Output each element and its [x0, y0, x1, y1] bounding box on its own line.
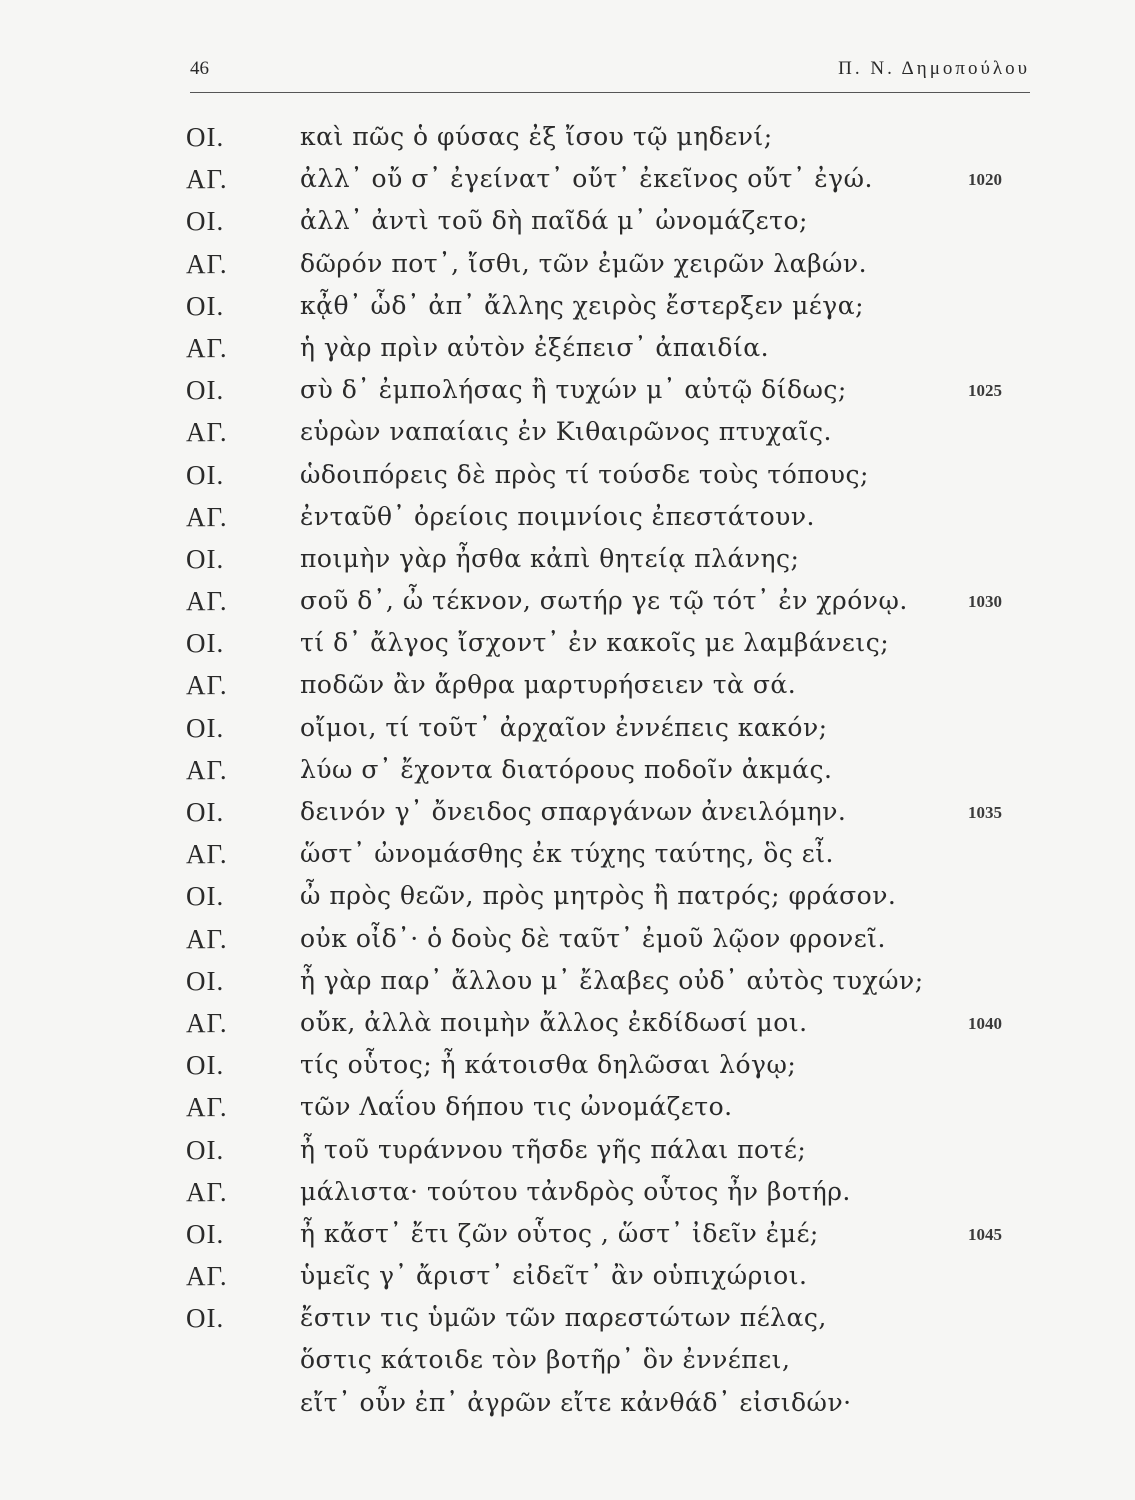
verse-line — [0, 839, 1135, 881]
verse-text: ὑμεῖς γ᾽ ἄριστ᾽ εἰδεῖτ᾽ ἂν οὑπιχώριοι. — [300, 1261, 808, 1291]
speaker-label: ΟΙ. — [186, 1218, 225, 1249]
verse-line — [0, 375, 1135, 417]
verse-line — [0, 544, 1135, 586]
verse-text: εὑρὼν ναπαίαις ἐν Κιθαιρῶνος πτυχαῖς. — [300, 417, 833, 447]
verse-text: οἴμοι, τί τοῦτ᾽ ἀρχαῖον ἐννέπεις κακόν; — [300, 712, 828, 742]
speaker-label: ΑΓ. — [186, 332, 228, 363]
verse-text: τίς οὗτος; ἦ κάτοισθα δηλῶσαι λόγῳ; — [300, 1050, 797, 1080]
verse-text: λύω σ᾽ ἔχοντα διατόρους ποδοῖν ἀκμάς. — [300, 754, 833, 784]
verse-text: κᾆθ᾽ ὧδ᾽ ἀπ᾽ ἄλλης χειρὸς ἔστερξεν μέγα; — [300, 290, 865, 320]
verse-line — [0, 1177, 1135, 1219]
verse-text: δεινόν γ᾽ ὄνειδος σπαργάνων ἀνειλόμην. — [300, 797, 847, 826]
speaker-label: ΑΓ. — [186, 417, 228, 448]
verse-line — [0, 333, 1135, 375]
verse-line — [0, 502, 1135, 544]
verse-text: ἐνταῦθ᾽ ὀρείοις ποιμνίοις ἐπεστάτουν. — [300, 501, 815, 531]
verse-line — [0, 586, 1135, 628]
speaker-label: ΑΓ. — [186, 1261, 228, 1292]
verse-text: τῶν Λαΐου δήπου τις ὠνομάζετο. — [300, 1092, 733, 1122]
verse-text: ἦ τοῦ τυράννου τῆσδε γῆς πάλαι ποτέ; — [300, 1134, 807, 1164]
running-head: Π. Ν. Δημοπούλου — [838, 58, 1030, 79]
verse-text: τί δ᾽ ἄλγος ἴσχοντ᾽ ἐν κακοῖς με λαμβάνεις; — [300, 628, 890, 658]
verse-line — [0, 1345, 1135, 1387]
line-number: 1030 — [968, 592, 1002, 612]
verse-text: εἴτ᾽ οὖν ἐπ᾽ ἀγρῶν εἴτε κἀνθάδ᾽ εἰσιδών· — [300, 1387, 852, 1417]
verse-line — [0, 713, 1135, 755]
verse-text: σοῦ δ᾽, ὦ τέκνον, σωτήρ γε τῷ τότ᾽ ἐν χρόνῳ. — [300, 586, 908, 616]
speaker-label: ΟΙ. — [186, 1134, 225, 1165]
speaker-label: ΟΙ. — [186, 965, 225, 996]
speaker-label: ΑΓ. — [186, 1007, 228, 1038]
verse-text: οὐκ οἶδ᾽· ὁ δοὺς δὲ ταῦτ᾽ ἐμοῦ λῷον φρονεῖ. — [300, 923, 886, 953]
verse-line — [0, 1050, 1135, 1092]
verse-line — [0, 924, 1135, 966]
verse-line — [0, 1135, 1135, 1177]
speaker-label: ΟΙ. — [186, 628, 225, 659]
line-number: 1045 — [968, 1224, 1002, 1244]
verse-line — [0, 1008, 1135, 1050]
verse-line — [0, 206, 1135, 248]
verse-text: ἔστιν τις ὑμῶν τῶν παρεστώτων πέλας, — [300, 1303, 827, 1333]
verse-line — [0, 1261, 1135, 1303]
verse-line — [0, 1388, 1135, 1430]
verse-line — [0, 755, 1135, 797]
verse-text: ὡδοιπόρεις δὲ πρὸς τί τούσδε τοὺς τόπους; — [300, 459, 869, 489]
verse-text: ὥστ᾽ ὠνομάσθης ἐκ τύχης ταύτης, ὃς εἶ. — [300, 839, 834, 869]
verse-text: ἡ γὰρ πρὶν αὐτὸν ἐξέπεισ᾽ ἀπαιδία. — [300, 332, 770, 362]
verse-text: ποιμὴν γὰρ ἦσθα κἀπὶ θητείᾳ πλάνης; — [300, 543, 800, 573]
speaker-label: ΟΙ. — [186, 122, 225, 152]
page-header — [190, 58, 1030, 93]
verse-text: ἦ κἄστ᾽ ἔτι ζῶν οὗτος , ὥστ᾽ ἰδεῖν ἐμέ; — [300, 1218, 819, 1248]
verse-line — [0, 417, 1135, 459]
speaker-label: ΟΙ. — [186, 1050, 225, 1081]
verse-line — [0, 1092, 1135, 1134]
line-number: 1020 — [968, 170, 1002, 190]
line-number: 1040 — [968, 1013, 1002, 1033]
verse-text: σὺ δ᾽ ἐμπολήσας ἢ τυχών μ᾽ αὐτῷ δίδως; — [300, 375, 847, 405]
speaker-label: ΟΙ. — [186, 206, 225, 237]
verse-line — [0, 670, 1135, 712]
speaker-label: ΟΙ. — [186, 712, 225, 743]
verse-text: καὶ πῶς ὁ φύσας ἐξ ἴσου τῷ μηδενί; — [300, 122, 773, 151]
line-number: 1025 — [968, 381, 1002, 401]
speaker-label: ΟΙ. — [186, 459, 225, 490]
verse-text: ὦ πρὸς θεῶν, πρὸς μητρὸς ἢ πατρός; φράσον. — [300, 881, 897, 911]
verse-line — [0, 797, 1135, 839]
speaker-label: ΟΙ. — [186, 881, 225, 912]
verse-line — [0, 881, 1135, 923]
verse-line — [0, 1219, 1135, 1261]
speaker-label: ΑΓ. — [186, 754, 228, 785]
speaker-label: ΑΓ. — [186, 248, 228, 279]
verse-text: ἦ γὰρ παρ᾽ ἄλλου μ᾽ ἔλαβες οὐδ᾽ αὐτὸς τυχών; — [300, 965, 924, 995]
verse-line — [0, 628, 1135, 670]
verse-line — [0, 460, 1135, 502]
verse-text: ὅστις κάτοιδε τὸν βοτῆρ᾽ ὃν ἐννέπει, — [300, 1345, 791, 1375]
speaker-label: ΑΓ. — [186, 839, 228, 870]
verse-line — [0, 249, 1135, 291]
speaker-label: ΟΙ. — [186, 797, 225, 827]
verse-line — [0, 966, 1135, 1008]
speaker-label: ΟΙ. — [186, 1303, 225, 1334]
speaker-label: ΑΓ. — [186, 923, 228, 954]
verse-line — [0, 164, 1135, 206]
page-number: 46 — [190, 58, 209, 79]
speaker-label: ΑΓ. — [186, 1176, 228, 1207]
speaker-label: ΑΓ. — [186, 501, 228, 532]
speaker-label: ΑΓ. — [186, 670, 228, 701]
speaker-label: ΟΙ. — [186, 375, 225, 406]
verse-text: δῶρόν ποτ᾽, ἴσθι, τῶν ἐμῶν χειρῶν λαβών. — [300, 248, 868, 278]
speaker-label: ΟΙ. — [186, 290, 225, 321]
line-number: 1035 — [968, 803, 1002, 822]
verse-text: ποδῶν ἂν ἄρθρα μαρτυρήσειεν τὰ σά. — [300, 670, 797, 700]
verse-text: ἀλλ᾽ ἀντὶ τοῦ δὴ παῖδά μ᾽ ὠνομάζετο; — [300, 206, 808, 236]
verse-line — [0, 1303, 1135, 1345]
speaker-label: ΑΓ. — [186, 1092, 228, 1123]
verse-block — [0, 122, 1135, 1430]
verse-text: οὔκ, ἀλλὰ ποιμὴν ἄλλος ἐκδίδωσί μοι. — [300, 1007, 808, 1037]
speaker-label: ΑΓ. — [186, 586, 228, 617]
verse-line — [0, 122, 1135, 164]
verse-text: ἀλλ᾽ οὔ σ᾽ ἐγείνατ᾽ οὔτ᾽ ἐκεῖνος οὔτ᾽ ἐγώ. — [300, 164, 873, 194]
speaker-label: ΟΙ. — [186, 543, 225, 574]
speaker-label: ΑΓ. — [186, 164, 228, 195]
verse-text: μάλιστα· τούτου τἀνδρὸς οὗτος ἦν βοτήρ. — [300, 1176, 851, 1206]
verse-line — [0, 291, 1135, 333]
